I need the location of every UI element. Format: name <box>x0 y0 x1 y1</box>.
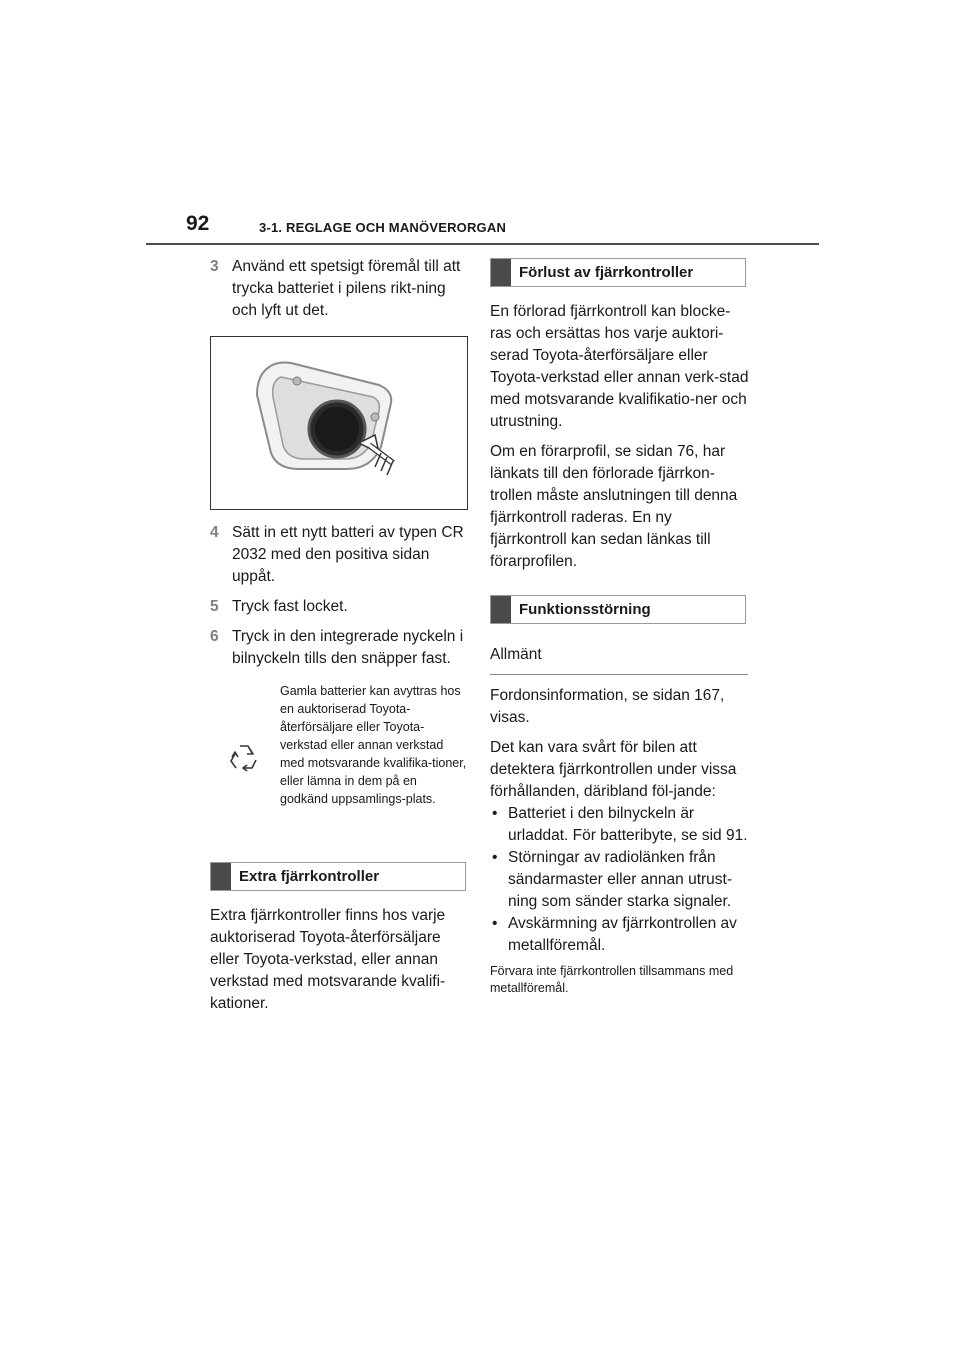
chapter-title: 3-1. REGLAGE OCH MANÖVERORGAN <box>259 220 507 235</box>
heading-label: Förlust av fjärrkontroller <box>519 264 694 281</box>
page-header <box>146 212 819 246</box>
list-item: • Störningar av radiolänken från sändarmaster eller annan utrust-ning som sänder starka signaler. <box>490 847 750 913</box>
list-item: • Batteriet i den bilnyckeln är urladdat. För batteribyte, se sid 91. <box>490 803 750 847</box>
left-column <box>210 256 470 1023</box>
step-number: 3 <box>210 258 219 275</box>
subheading-general: Allmänt <box>490 642 748 675</box>
extra-paragraph: Extra fjärrkontroller finns hos varje auktoriserad Toyota-återförsäljare eller Toyota-verkstad, eller annan verkstad med motsvarande kvalifi-kationer. <box>210 907 446 1012</box>
step-4 <box>210 522 470 588</box>
storage-note: Förvara inte fjärrkontrollen tillsammans med metallföremål. <box>490 964 734 995</box>
step-number: 5 <box>210 598 219 615</box>
step-text: Använd ett spetsigt föremål till att trycka batteriet i pilens rikt-ning och lyft ut det. <box>232 258 461 319</box>
right-column <box>490 258 750 997</box>
heading-bar <box>491 596 511 623</box>
key-battery-illustration <box>211 337 467 509</box>
loss-paragraph-2: Om en förarprofil, se sidan 76, har länkats till den förlorade fjärrkon-trollen måste anslutningen till denna fjärrkontroll raderas. En ny fjärrkontroll kan sedan länkas till förarprofilen. <box>490 443 738 570</box>
loss-paragraph-1: En förlorad fjärrkontroll kan blocke-ras och ersättas hos varje auktori-serad Toyota-återförsäljare eller Toyota-verkstad eller annan verk-stad med motsvarande kvalifikatio-ner och utrustning. <box>490 303 749 430</box>
heading-bar <box>491 259 511 286</box>
section-heading-extra <box>210 862 466 891</box>
recycle-note-text: Gamla batterier kan avyttras hos en auktoriserad Toyota-återförsäljare eller Toyota-verkstad eller annan verkstad med motsvarande kvalifika-tioner, eller lämna in dem på en godkänd uppsamlings-plats. <box>280 684 467 806</box>
heading-bar <box>211 863 231 890</box>
step-text: Tryck fast locket. <box>232 598 348 615</box>
recycle-note <box>210 682 470 844</box>
step-6 <box>210 626 470 670</box>
page-number: 92 <box>186 212 210 235</box>
section-heading-loss <box>490 258 746 287</box>
step-number: 4 <box>210 524 219 541</box>
step-text: Tryck in den integrerade nyckeln i bilnyckeln tills den snäpper fast. <box>232 628 464 667</box>
step-3 <box>210 256 470 322</box>
list-item: • Avskärmning av fjärrkontrollen av metallföremål. <box>490 913 750 957</box>
section-heading-malfunction <box>490 595 746 624</box>
heading-label: Funktionsstörning <box>519 601 651 618</box>
heading-label: Extra fjärrkontroller <box>239 868 380 885</box>
step-text: Sätt in ett nytt batteri av typen CR 2032 med den positiva sidan uppåt. <box>232 524 464 585</box>
step-5 <box>210 596 470 618</box>
header-divider <box>146 243 819 245</box>
general-paragraph-2: Det kan vara svårt för bilen att detektera fjärrkontrollen under vissa förhållanden, däribland föl-jande: <box>490 739 737 800</box>
key-battery-figure <box>210 336 468 510</box>
general-paragraph-1: Fordonsinformation, se sidan 167, visas. <box>490 687 725 726</box>
recycle-icon <box>226 740 262 776</box>
condition-list <box>490 803 750 957</box>
step-number: 6 <box>210 628 219 645</box>
